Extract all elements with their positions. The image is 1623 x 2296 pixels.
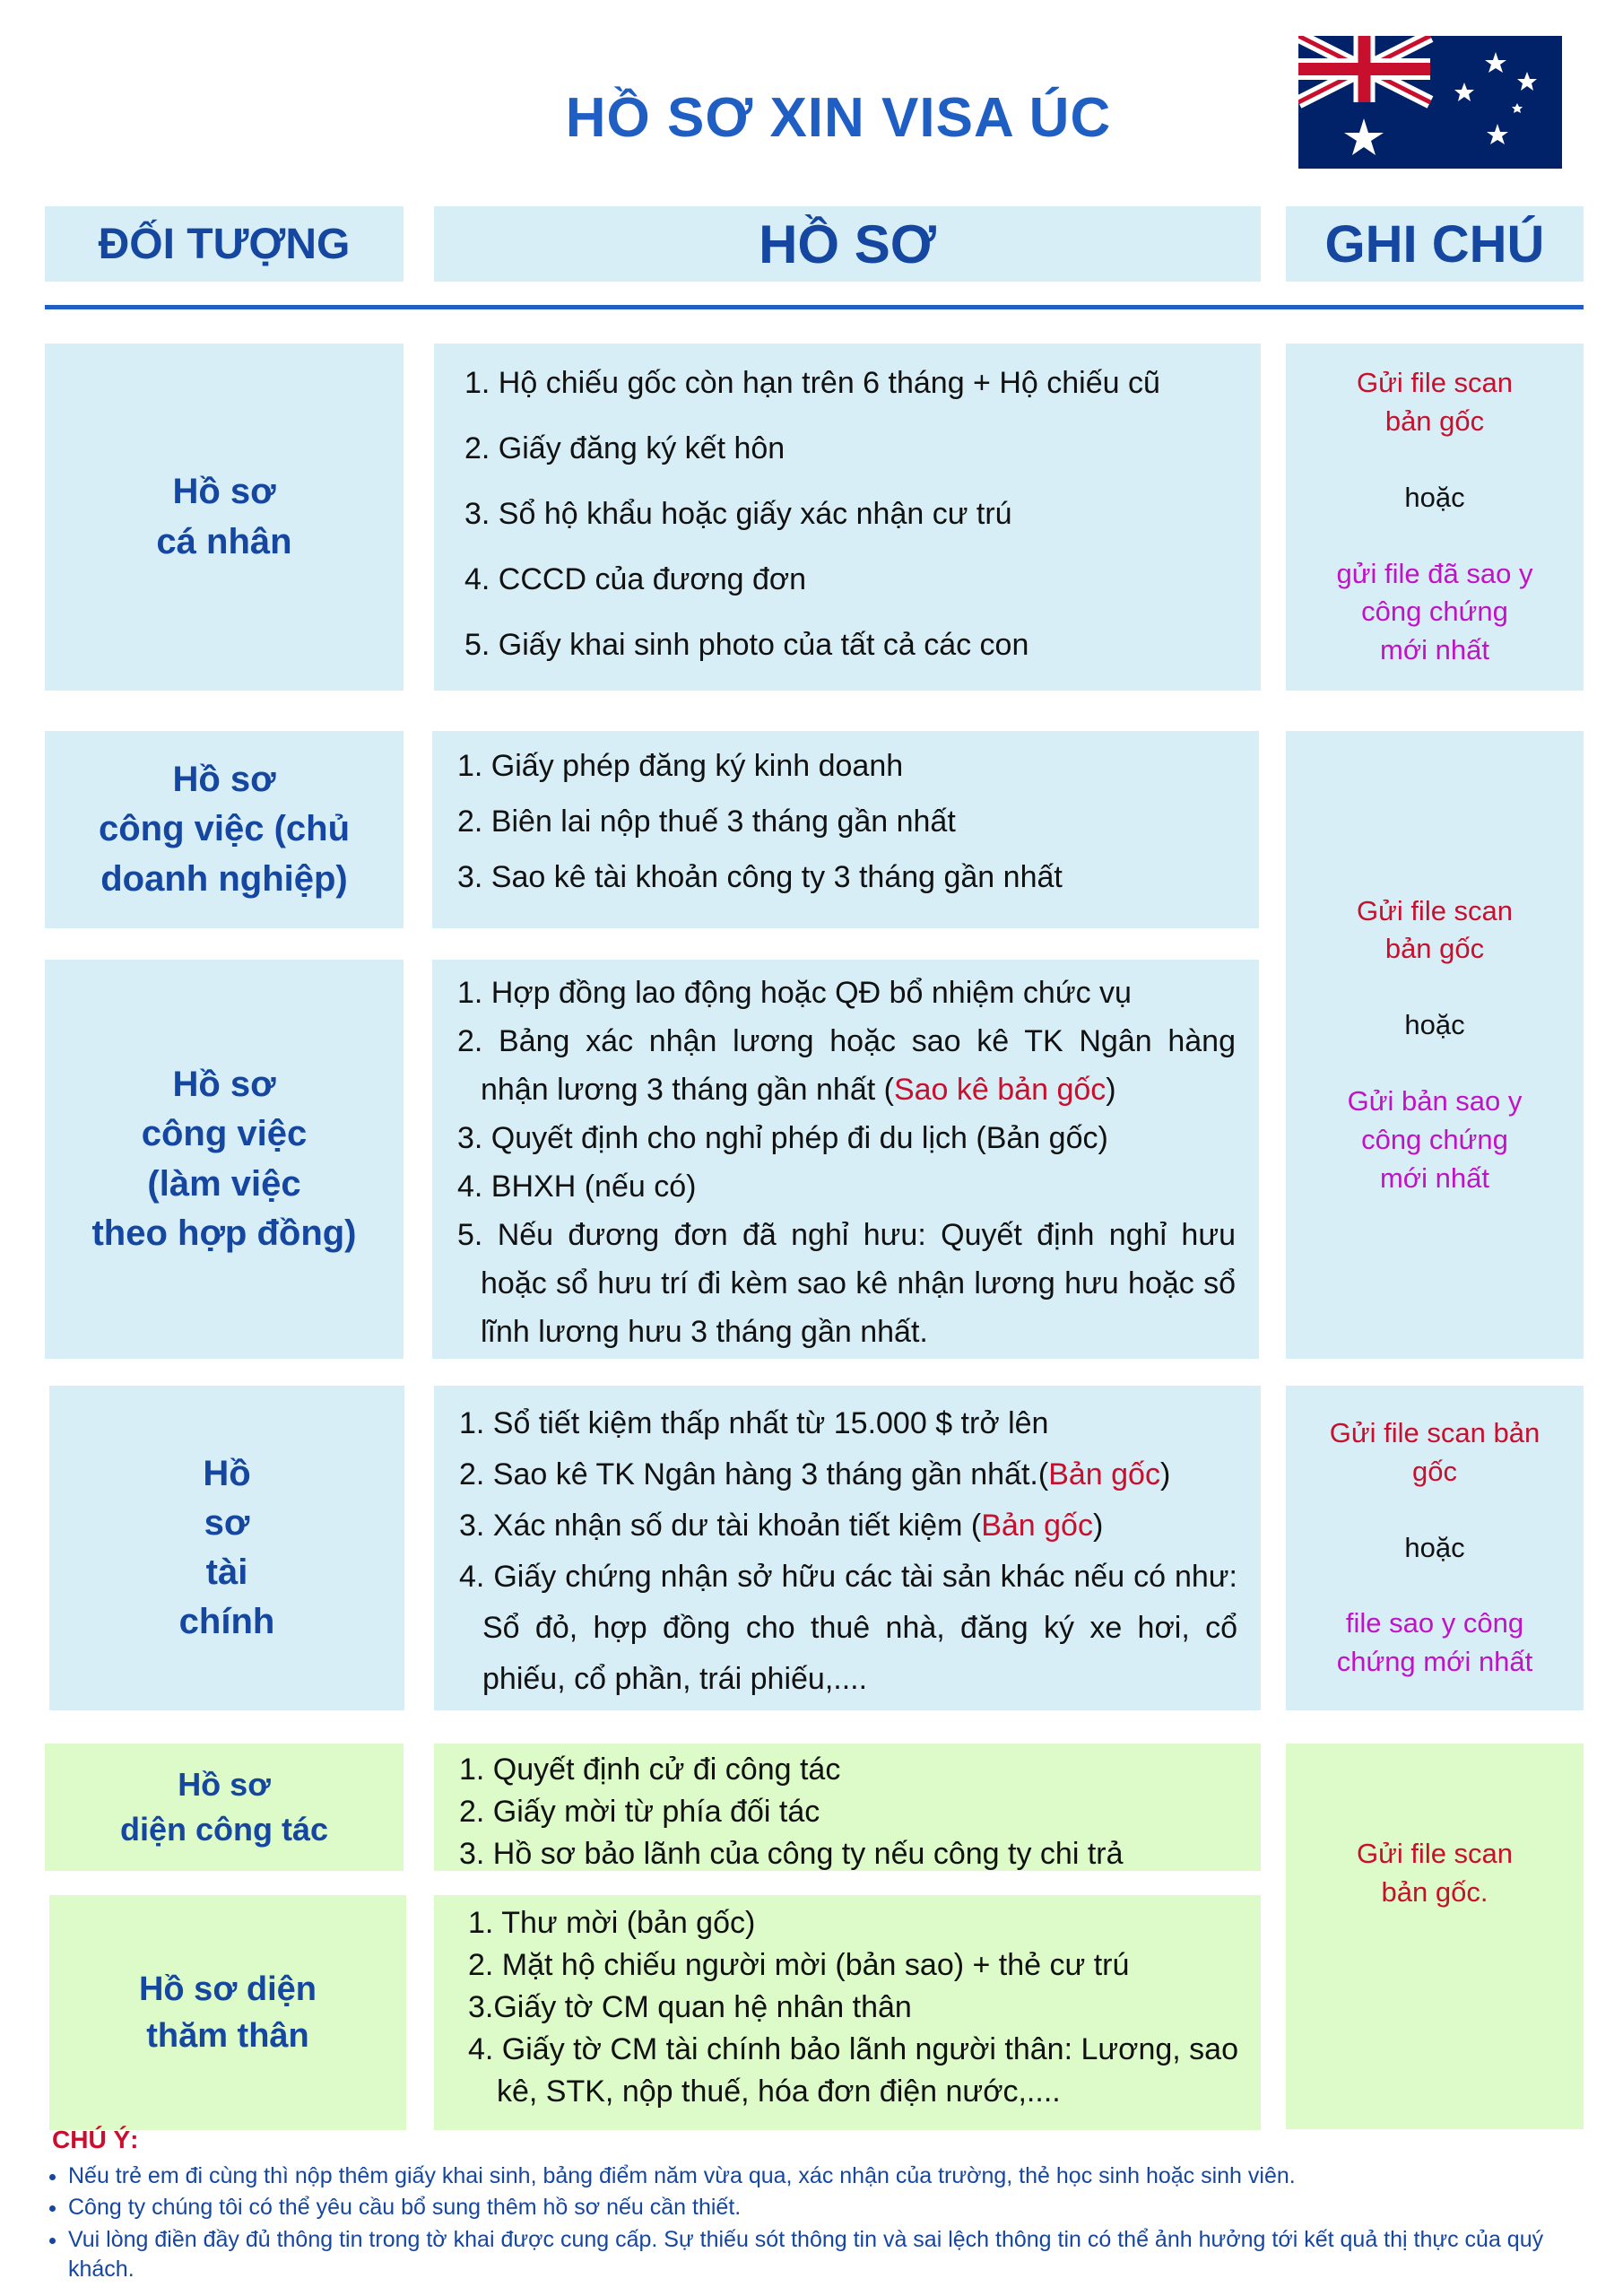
category-personal: Hồ sơ cá nhân xyxy=(45,344,404,691)
list-item: 3. Quyết định cho nghỉ phép đi du lịch (Bản gốc) xyxy=(457,1121,1108,1155)
header-notes: GHI CHÚ xyxy=(1286,206,1584,282)
header-subject: ĐỐI TƯỢNG xyxy=(45,206,404,282)
list-item: 5. Nếu đương đơn đã nghỉ hưu: Quyết định nghỉ hưu hoặc sổ hưu trí đi kèm sao kê nhận lương hưu hoặc sổ lĩnh lương hưu 3 tháng gần nhất. xyxy=(457,1218,1236,1349)
list-item: 3.Giấy tờ CM quan hệ nhân thân xyxy=(468,1990,912,2024)
item-text: 2. Bảng xác nhận lương hoặc sao kê TK Ngân hàng nhận lương 3 tháng gần nhất ( xyxy=(457,1024,1236,1107)
footer-note: • Nếu trẻ em đi cùng thì nộp thêm giấy khai sinh, bảng điểm năm vừa qua, xác nhận của trường, thẻ học sinh hoặc sinh viên. xyxy=(68,2161,1598,2191)
list-item: 2. Mặt hộ chiếu người mời (bản sao) + thẻ cư trú xyxy=(468,1948,1130,1982)
header-documents: HỒ SƠ xyxy=(434,206,1261,282)
list-item: 3. Sổ hộ khẩu hoặc giấy xác nhận cư trú xyxy=(464,497,1012,531)
footer-heading: CHÚ Ý: xyxy=(52,2126,139,2153)
header-divider xyxy=(45,305,1584,309)
list-item xyxy=(457,1017,1236,1114)
item-text: 3. Xác nhận số dư tài khoản tiết kiệm ( xyxy=(459,1509,982,1543)
category-business-trip: Hồ sơ diện công tác xyxy=(45,1744,404,1871)
list-item xyxy=(459,1500,1237,1552)
list-item: 3. Sao kê tài khoản công ty 3 tháng gần nhất xyxy=(457,860,1063,894)
note-copy-text: gửi file đã sao y công chứng mới nhất xyxy=(1336,557,1533,666)
item-highlight: Bản gốc xyxy=(981,1509,1093,1543)
note-scan-text: Gửi file scan bản gốc xyxy=(1356,367,1514,437)
item-highlight: Sao kê bản gốc xyxy=(893,1073,1107,1107)
list-item: 4. CCCD của đương đơn xyxy=(464,562,807,596)
list-item: 1. Quyết định cử đi công tác xyxy=(459,1752,841,1787)
documents-business-trip xyxy=(434,1744,1261,1871)
item-highlight: Bản gốc xyxy=(1048,1457,1160,1492)
item-text: ) xyxy=(1092,1509,1104,1543)
footer-notes xyxy=(47,2161,1598,2286)
category-family-visit: Hồ sơ diện thăm thân xyxy=(49,1895,406,2130)
note-or-text: hoặc xyxy=(1404,481,1465,513)
list-item: 1. Hợp đồng lao động hoặc QĐ bổ nhiệm chức vụ xyxy=(457,976,1132,1010)
category-business-owner: Hồ sơ công việc (chủ doanh nghiệp) xyxy=(45,731,404,928)
note-personal xyxy=(1286,344,1584,691)
list-item: 4. BHXH (nếu có) xyxy=(457,1170,697,1204)
item-text: 2. Sao kê TK Ngân hàng 3 tháng gần nhất.( xyxy=(459,1457,1049,1492)
note-copy-text: Gửi bản sao y công chứng mới nhất xyxy=(1347,1085,1523,1194)
note-finance xyxy=(1286,1386,1584,1710)
list-item: 1. Giấy phép đăng ký kinh doanh xyxy=(457,749,904,783)
note-scan-text: Gửi file scan bản gốc xyxy=(1356,894,1514,965)
documents-employee xyxy=(432,960,1259,1359)
list-item xyxy=(459,1449,1237,1500)
note-scan-text: Gửi file scan bản gốc xyxy=(1329,1417,1541,1487)
list-item: 2. Biên lai nộp thuế 3 tháng gần nhất xyxy=(457,804,956,839)
note-work xyxy=(1286,731,1584,1359)
note-visit xyxy=(1286,1744,1584,2129)
item-text: ) xyxy=(1106,1073,1116,1107)
list-item: 1. Thư mời (bản gốc) xyxy=(468,1906,756,1940)
documents-personal xyxy=(434,344,1261,691)
item-text: ) xyxy=(1159,1457,1171,1492)
documents-finance xyxy=(434,1386,1261,1710)
note-or-text: hoặc xyxy=(1404,1531,1465,1563)
list-item: 2. Giấy đăng ký kết hôn xyxy=(464,431,785,465)
note-copy-text: file sao y công chứng mới nhất xyxy=(1336,1607,1533,1678)
note-scan-text: Gửi file scan bản gốc. xyxy=(1356,1838,1514,1908)
footer-note: • Công ty chúng tôi có thể yêu cầu bổ sung thêm hồ sơ nếu cần thiết. xyxy=(68,2193,1598,2222)
australia-flag-icon xyxy=(1298,36,1562,169)
category-finance: Hồ sơ tài chính xyxy=(49,1386,404,1710)
list-item: 1. Hộ chiếu gốc còn hạn trên 6 tháng + Hộ chiếu cũ xyxy=(464,366,1160,400)
list-item: 5. Giấy khai sinh photo của tất cả các con xyxy=(464,628,1029,662)
documents-family-visit xyxy=(434,1895,1261,2130)
list-item: 3. Hồ sơ bảo lãnh của công ty nếu công ty chi trả xyxy=(459,1837,1124,1871)
list-item: 4. Giấy tờ CM tài chính bảo lãnh người thân: Lương, sao kê, STK, nộp thuế, hóa đơn điện nước,.... xyxy=(468,2032,1238,2109)
list-item: 4. Giấy chứng nhận sở hữu các tài sản khác nếu có như: Sổ đỏ, hợp đồng cho thuê nhà, đăng ký xe hơi, cổ phiếu, cổ phần, trái phiếu,.... xyxy=(459,1560,1237,1696)
footer-note: • Vui lòng điền đầy đủ thông tin trong tờ khai được cung cấp. Sự thiếu sót thông tin và sai lệch thông tin có thể ảnh hưởng tới kết quả thị thực của quý khách. xyxy=(68,2225,1598,2285)
list-item: 2. Giấy mời từ phía đối tác xyxy=(459,1795,820,1829)
documents-business-owner xyxy=(432,731,1259,928)
page-title: HỒ SƠ XIN VISA ÚC xyxy=(565,87,1112,149)
note-or-text: hoặc xyxy=(1404,1009,1465,1041)
category-employee: Hồ sơ công việc (làm việc theo hợp đồng) xyxy=(45,960,404,1359)
list-item: 1. Sổ tiết kiệm thấp nhất từ 15.000 $ trở lên xyxy=(459,1406,1049,1440)
